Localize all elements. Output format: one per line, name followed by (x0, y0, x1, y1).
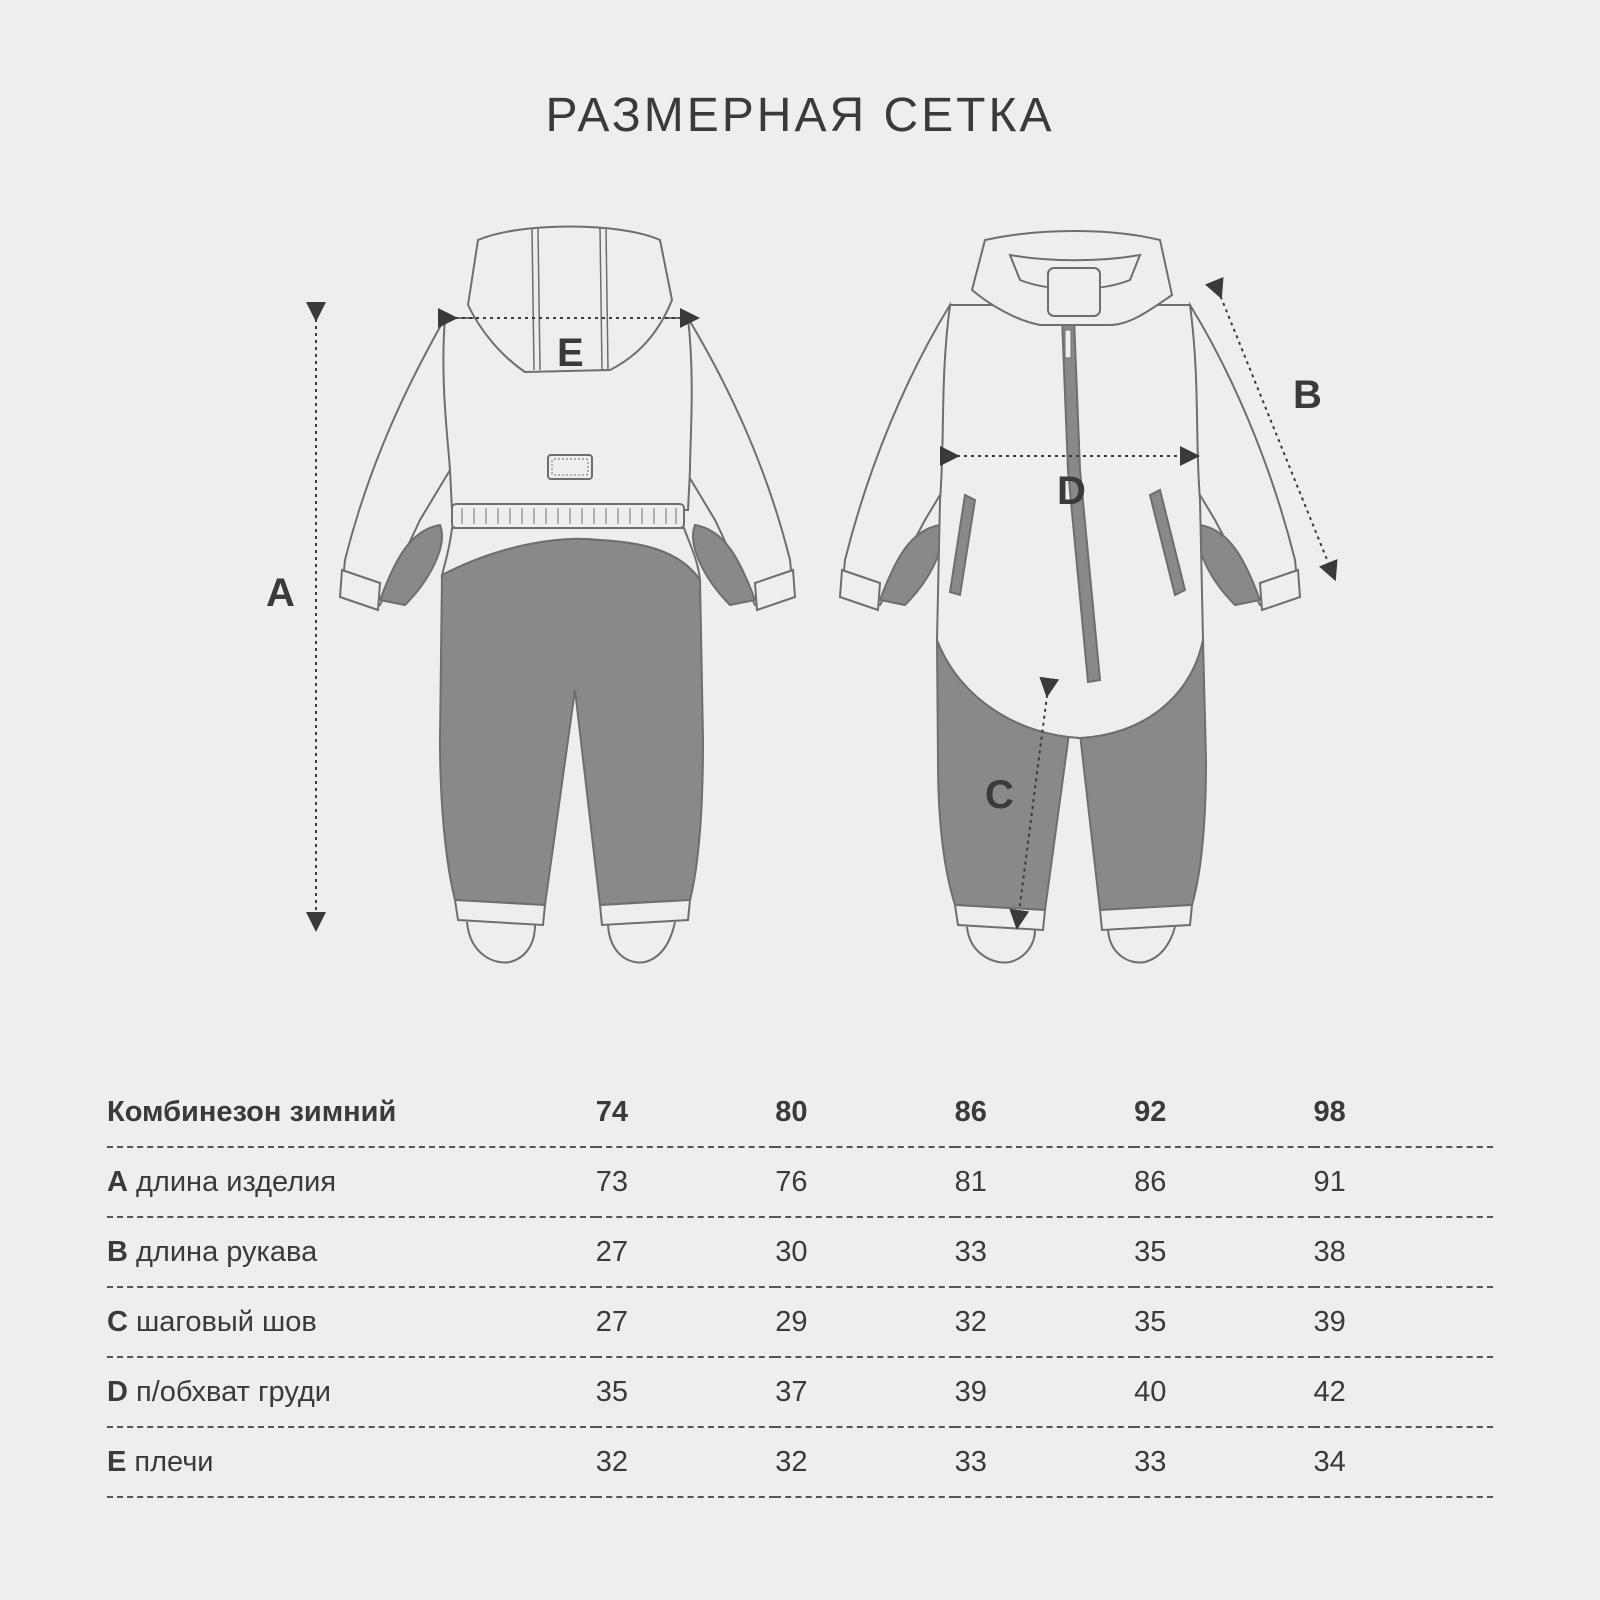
table-cell: 35 (1134, 1305, 1167, 1338)
label-C: C (985, 773, 1014, 817)
back-pants (440, 539, 703, 905)
table-cell: 35 (595, 1375, 629, 1408)
size-header: 86 (954, 1095, 987, 1128)
table-cell: 34 (1313, 1445, 1346, 1478)
label-E: E (557, 331, 584, 375)
table-row (107, 1147, 1493, 1217)
table-cell: 27 (595, 1235, 629, 1268)
row-label: п/обхват груди (136, 1375, 332, 1408)
table-row (107, 1287, 1493, 1357)
table-cell: 33 (1134, 1445, 1167, 1478)
table-cell: 33 (954, 1445, 987, 1478)
size-header: 98 (1313, 1095, 1346, 1128)
table-cell: 39 (954, 1375, 987, 1408)
page-title: РАЗМЕРНАЯ СЕТКА (545, 89, 1055, 142)
table-cell: 32 (954, 1305, 987, 1338)
table-cell: 76 (775, 1165, 808, 1198)
table-cell: 39 (1313, 1305, 1346, 1338)
row-letter: A (107, 1165, 128, 1198)
front-view (840, 231, 1300, 963)
table-cell: 91 (1313, 1165, 1346, 1198)
label-B: B (1293, 373, 1322, 417)
size-table (107, 1078, 1493, 1498)
table-cell: 33 (954, 1235, 987, 1268)
label-D: D (1057, 469, 1086, 513)
table-cell: 35 (1134, 1235, 1167, 1268)
table-cell: 29 (775, 1305, 808, 1338)
table-cell: 42 (1313, 1375, 1346, 1408)
row-letter: C (107, 1305, 128, 1338)
table-header-row (107, 1078, 1493, 1147)
table-cell: 73 (595, 1165, 629, 1198)
row-label: шаговый шов (136, 1305, 317, 1338)
table-cell: 86 (1134, 1165, 1167, 1198)
table-row (107, 1217, 1493, 1287)
table-cell: 30 (775, 1235, 808, 1268)
row-label: длина изделия (136, 1165, 337, 1198)
size-header: 80 (775, 1095, 808, 1128)
table-cell: 38 (1313, 1235, 1346, 1268)
table-cell: 40 (1134, 1375, 1167, 1408)
table-row (107, 1427, 1493, 1497)
row-label: длина рукава (136, 1235, 318, 1268)
table-cell: 27 (595, 1305, 629, 1338)
table-row (107, 1357, 1493, 1427)
table-cell: 37 (775, 1375, 808, 1408)
size-header: 74 (595, 1095, 629, 1128)
table-cell: 32 (775, 1445, 808, 1478)
table-cell: 32 (595, 1445, 629, 1478)
table-cell: 81 (954, 1165, 987, 1198)
row-label: плечи (134, 1445, 214, 1478)
product-name: Комбинезон зимний (107, 1095, 397, 1128)
row-letter: B (107, 1235, 128, 1268)
label-A: A (266, 571, 295, 615)
row-letter: E (107, 1445, 127, 1478)
size-header: 92 (1134, 1095, 1167, 1128)
row-letter: D (107, 1375, 128, 1408)
